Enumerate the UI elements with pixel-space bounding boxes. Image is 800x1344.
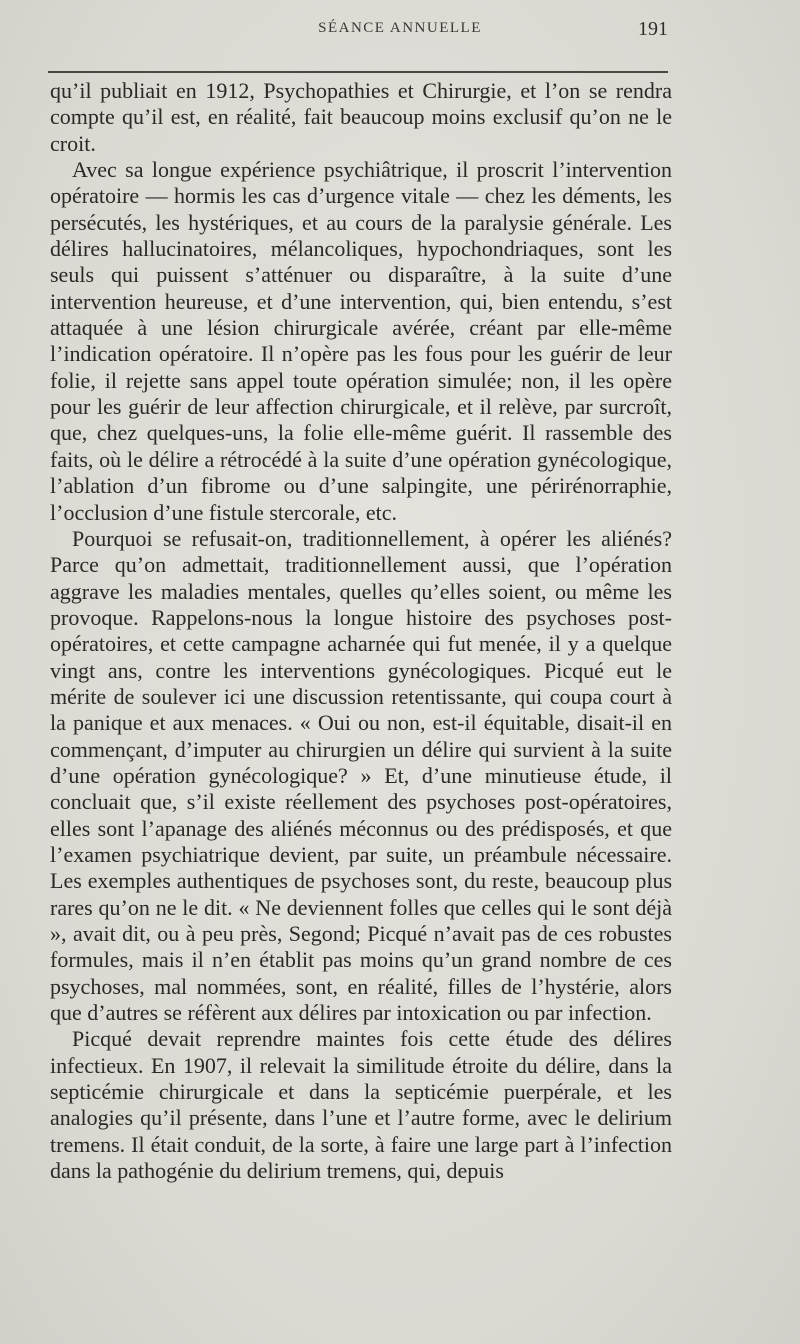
paragraph: Avec sa longue expérience psychiâtrique, il proscrit l’intervention opératoire — hormis les cas d’urgence vitale — chez les déments, les persécutés, les hystériques, et au cours de la paralysie générale. Les délires hallucinatoires, mélancoliques, hypochondriaques, sont les seuls qui puissent s’atténuer ou disparaître, à la suite d’une intervention heureuse, et d’une intervention, qui, bien entendu, s’est attaquée à une lésion chirurgicale avérée, créant par elle-même l’indication opératoire. Il n’opère pas les fous pour les guérir de leur folie, il rejette sans appel toute opération simulée; non, il les opère pour les guérir de leur affection chirurgicale, et il relève, par surcroît, que, chez quelques-uns, la folie elle-même guérit. Il rassemble des faits, où le délire a rétrocédé à la suite d’une opération gynécologique, l’ablation d’un fibrome ou d’une salpingite, une périrénorraphie, l’occlusion d’une fistule stercorale, etc. — [50, 157, 672, 525]
header-rule — [48, 71, 668, 73]
running-head — [0, 18, 800, 46]
running-title: SÉANCE ANNUELLE — [318, 20, 482, 36]
paragraph: Picqué devait reprendre maintes fois cette étude des délires infectieux. En 1907, il relevait la similitude étroite du délire, dans la septicémie chirurgicale et dans la septicémie puerpérale, et les analogies qu’il présente, dans l’une et l’autre forme, avec le delirium tremens. Il était conduit, de la sorte, à faire une large part à l’infection dans la pathogénie du delirium tremens, qui, depuis — [50, 1026, 672, 1184]
body-text — [50, 78, 672, 1184]
paragraph: qu’il publiait en 1912, Psychopathies et Chirurgie, et l’on se rendra compte qu’il est, en réalité, fait beaucoup moins exclusif qu’on ne le croit. — [50, 78, 672, 156]
page-number: 191 — [638, 18, 668, 40]
paragraph: Pourquoi se refusait-on, traditionnellement, à opérer les aliénés? Parce qu’on admettait, traditionnellement aussi, que l’opération aggrave les maladies mentales, quelles qu’elles soient, ou même les provoque. Rappelons-nous la longue histoire des psychoses post-opératoires, et cette campagne acharnée qui fut menée, il y a quelque vingt ans, contre les interventions gynécologiques. Picqué eut le mérite de soulever ici une discussion retentissante, qui coupa court à la panique et aux menaces. « Oui ou non, est-il équitable, disait-il en commençant, d’imputer au chirurgien un délire qui survient à la suite d’une opération gynécologique? » Et, d’une minutieuse étude, il concluait que, s’il existe réellement des psychoses post-opératoires, elles sont l’apanage des aliénés méconnus ou des prédisposés, et que l’examen psychiatrique devient, par suite, un préambule nécessaire. Les exemples authentiques de psychoses sont, du reste, beaucoup plus rares qu’on ne le dit. « Ne deviennent folles que celles qui le sont déjà », avait dit, ou à peu près, Segond; Picqué n’avait pas de ces robustes formules, mais il n’en établit pas moins qu’un grand nombre de ces psychoses, mal nommées, sont, en réalité, filles de l’hystérie, alors que d’autres se réfèrent aux délires par intoxication ou par infection. — [50, 525, 672, 1026]
